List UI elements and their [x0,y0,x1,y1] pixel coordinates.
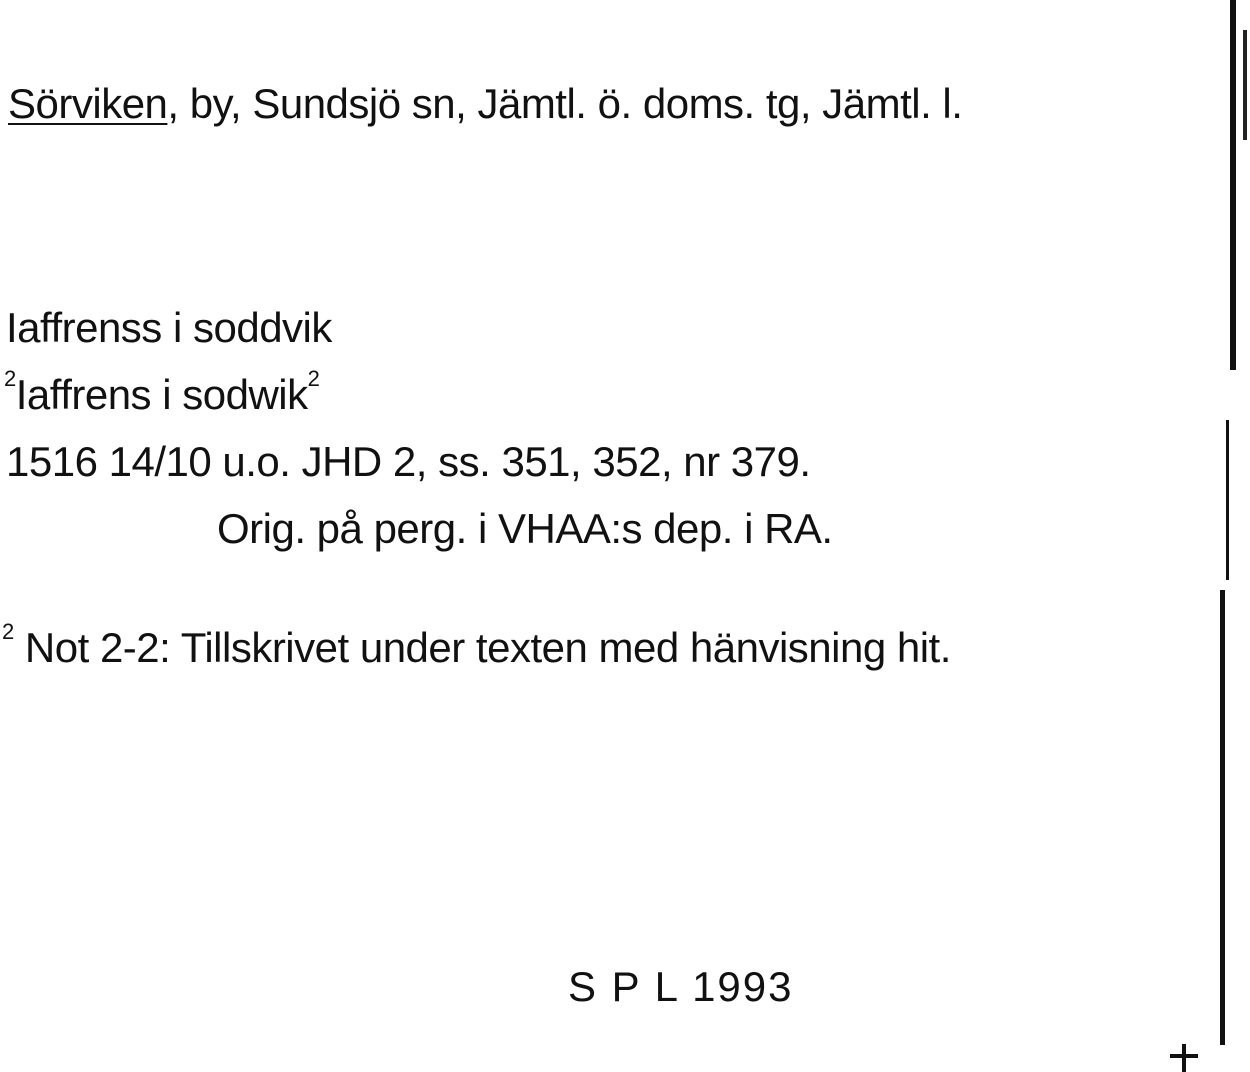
scan-edge-mark [1243,30,1247,140]
attested-form-1: Iaffrenss i soddvik [6,304,332,351]
card-heading [8,80,963,127]
scan-edge-line-bottom [1220,590,1225,1045]
signature: S P L 1993 [568,963,794,1010]
scan-edge-line-top [1230,0,1236,370]
footnote-marker-open: 2 [4,366,16,391]
attested-form-2-text: Iaffrens i sodwik [15,371,308,418]
footnote [2,619,951,671]
scan-edge-line-middle [1226,420,1229,580]
registration-cross-mark [1170,1044,1198,1072]
footnote-text: Not 2-2: Tillskrivet under texten med hänvisning hit. [13,624,951,671]
attested-form-2 [4,366,320,418]
heading-location: , by, Sundsjö sn, Jämtl. ö. doms. tg, Jämtl. l. [167,80,963,127]
footnote-number: 2 [2,619,14,644]
original-location: Orig. på perg. i VHAA:s dep. i RA. [217,505,833,552]
footnote-marker-close: 2 [307,366,320,391]
source-reference: 1516 14/10 u.o. JHD 2, ss. 351, 352, nr 379. [6,438,811,485]
headword: Sörviken [8,80,168,127]
